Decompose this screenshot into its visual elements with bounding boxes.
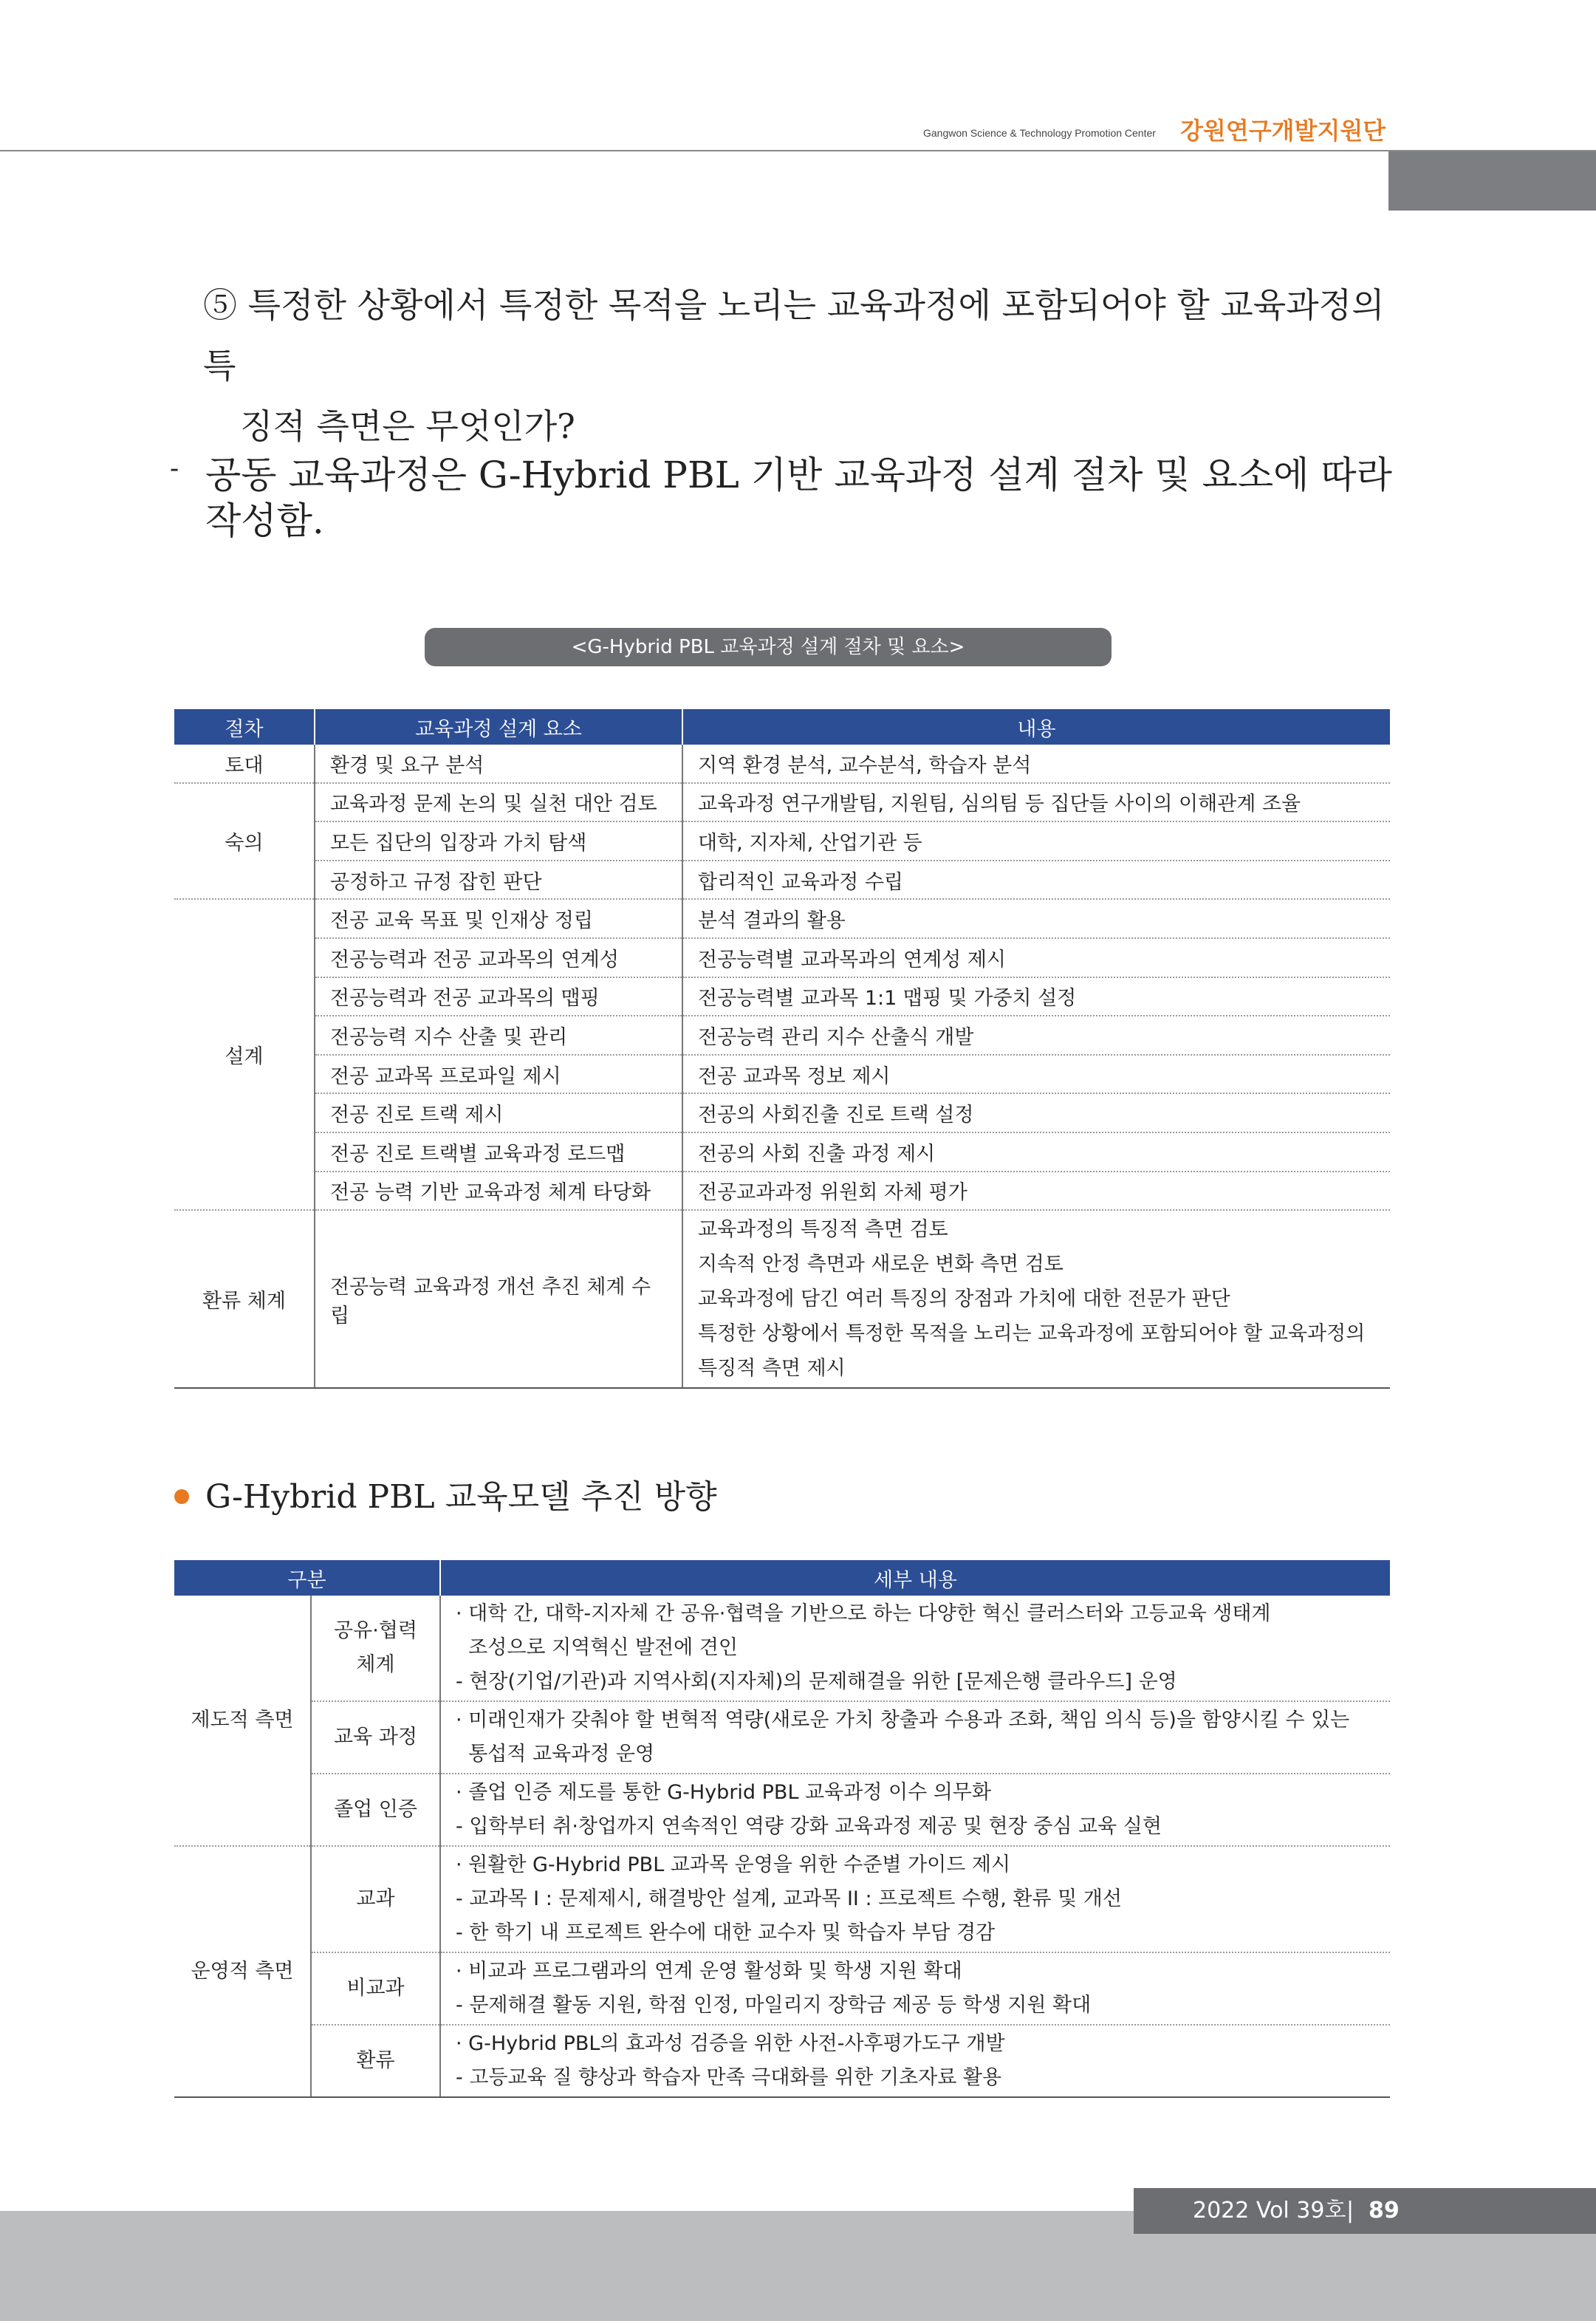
design-procedure-table [174,709,1390,1389]
subcategory-cell: 환류 [311,2025,440,2097]
table-row [174,783,1390,822]
table1-header-element: 교육과정 설계 요소 [315,709,682,745]
content-cell: 전공능력별 교과목 1:1 맵핑 및 가중치 설정 [682,977,1390,1016]
element-cell: 공정하고 규정 잡힌 판단 [315,861,682,900]
content-line: 특정한 상황에서 특정한 목적을 노리는 교육과정에 포함되어야 할 교육과정의 [698,1322,1366,1346]
content-cell: 전공교과과정 위원회 자체 평가 [682,1172,1390,1211]
table1-header-row [174,709,1390,745]
content-line: 특징적 측면 제시 [698,1357,846,1381]
content-line: 교육과정의 특징적 측면 검토 [698,1218,948,1242]
subcategory-cell: 졸업 인증 [311,1774,440,1846]
subcategory-cell [311,1596,440,1701]
section2-heading [174,1470,717,1517]
category-cell: 제도적 측면 [174,1596,311,1846]
detail-line: · 졸업 인증 제도를 통한 G-Hybrid PBL 교육과정 이수 의무화 [456,1781,991,1804]
table-row [174,1952,1390,2025]
detail-cell [440,2025,1390,2097]
table-row [174,1701,1390,1774]
subcategory-cell: 교육 과정 [311,1701,440,1774]
question-5-line1: ⑤ 특정한 상황에서 특정한 목적을 노리는 교육과정에 포함되어야 할 교육과정의 특 [203,285,1385,386]
content-cell: 합리적인 교육과정 수립 [682,861,1390,900]
stage-cell: 환류 체계 [174,1210,315,1388]
page-number: 89 [1369,2198,1400,2223]
detail-line: - 교과목 I : 문제제시, 해결방안 설계, 교과목 II : 프로젝트 수행, 환류 및 개선 [456,1887,1122,1910]
element-cell: 전공 교과목 프로파일 제시 [315,1055,682,1094]
content-cell: 전공의 사회진출 진로 트랙 설정 [682,1093,1390,1132]
element-cell: 전공능력과 전공 교과목의 연계성 [315,938,682,977]
subcategory-cell: 교과 [311,1846,440,1952]
detail-line: - 한 학기 내 프로젝트 완수에 대한 교수자 및 학습자 부담 경감 [456,1921,996,1944]
category-cell: 운영적 측면 [174,1846,311,2097]
stage-cell: 토대 [174,745,315,783]
question-5-line2: 징적 측면은 무엇인가? [240,406,575,446]
element-cell: 전공 교육 목표 및 인재상 정립 [315,899,682,938]
detail-line: · 원활한 G-Hybrid PBL 교과목 운영을 위한 수준별 가이드 제시 [456,1853,1011,1876]
content-cell: 전공능력별 교과목과의 연계성 제시 [682,938,1390,977]
detail-line: 조성으로 지역혁신 발전에 견인 [456,1636,738,1659]
detail-line: - 고등교육 질 향상과 학습자 만족 극대화를 위한 기초자료 활용 [456,2066,1002,2089]
detail-line: - 현장(기업/기관)과 지역사회(지자체)의 문제해결을 위한 [문제은행 클라우드] 운영 [456,1670,1177,1693]
detail-line: - 문제해결 활동 지원, 학점 인정, 마일리지 장학금 제공 등 학생 지원 확대 [456,1994,1092,2017]
table-row [174,977,1390,1016]
content-cell: 분석 결과의 활용 [682,899,1390,938]
table2-header-row [174,1560,1390,1596]
element-cell: 전공 진로 트랙 제시 [315,1093,682,1132]
summary-paragraph [170,452,1403,544]
issue-volume: 2022 Vol 39호 [1193,2198,1346,2223]
table-row [174,1055,1390,1094]
stage-cell: 숙의 [174,783,315,900]
element-cell: 환경 및 요구 분석 [315,745,682,783]
table-row [174,899,1390,938]
element-cell: 전공 진로 트랙별 교육과정 로드맵 [315,1132,682,1172]
content-line: 지속적 안정 측면과 새로운 변화 측면 검토 [698,1253,1064,1276]
table2-header-detail: 세부 내용 [440,1560,1390,1596]
section2-title: G-Hybrid PBL 교육모델 추진 방향 [205,1478,717,1516]
table1-header-content: 내용 [682,709,1390,745]
detail-line: · G-Hybrid PBL의 효과성 검증을 위한 사전-사후평가도구 개발 [456,2032,1005,2055]
detail-line: · 미래인재가 갖춰야 할 변혁적 역량(새로운 가치 창출과 수용과 조화, 책임 의식 등)을 함양시킬 수 있는 [456,1709,1350,1732]
dash-marker: - [170,454,179,484]
content-cell [682,1210,1390,1388]
summary-text: 공동 교육과정은 G-Hybrid PBL 기반 교육과정 설계 절차 및 요소에 따라 작성함. [205,454,1392,542]
table1-header-stage: 절차 [174,709,315,745]
table2-header-category: 구분 [174,1560,440,1596]
detail-line: · 비교과 프로그램과의 연계 운영 활성화 및 학생 지원 확대 [456,1960,962,1983]
element-cell: 전공능력 교육과정 개선 추진 체계 수립 [315,1210,682,1388]
table-row [174,2025,1390,2097]
table1-caption: <G-Hybrid PBL 교육과정 설계 절차 및 요소> [425,628,1112,666]
content-cell: 교육과정 연구개발팀, 지원팀, 심의팀 등 집단들 사이의 이해관계 조율 [682,783,1390,822]
table-row [174,1596,1390,1701]
table-row [174,1774,1390,1846]
stage-cell: 설계 [174,899,315,1210]
content-line: 교육과정에 담긴 여러 특징의 장점과 가치에 대한 전문가 판단 [698,1288,1230,1311]
subcategory-line: 체계 [356,1653,395,1676]
table-row [174,1846,1390,1952]
element-cell: 전공 능력 기반 교육과정 체계 타당화 [315,1172,682,1211]
element-cell: 전공능력 지수 산출 및 관리 [315,1016,682,1055]
table-row [174,1210,1390,1388]
direction-table [174,1560,1390,2098]
footer-separator: | [1346,2198,1354,2223]
detail-line: · 대학 간, 대학-지자체 간 공유·협력을 기반으로 하는 다양한 혁신 클러스터와 고등교육 생태계 [456,1602,1271,1625]
table-row [174,861,1390,900]
table-row [174,1093,1390,1132]
element-cell: 전공능력과 전공 교과목의 맵핑 [315,977,682,1016]
detail-cell [440,1952,1390,2025]
subcategory-cell: 비교과 [311,1952,440,2025]
orange-bullet-icon [174,1489,189,1504]
content-cell: 전공능력 관리 지수 산출식 개발 [682,1016,1390,1055]
header-side-tab [1388,151,1596,211]
footer-page-box [1134,2188,1596,2234]
element-cell: 모든 집단의 입장과 가치 탐색 [315,821,682,861]
detail-cell [440,1596,1390,1701]
table-row [174,1016,1390,1055]
detail-line: - 입학부터 취·창업까지 연속적인 역량 강화 교육과정 제공 및 현장 중심 교육 실현 [456,1815,1162,1838]
detail-cell [440,1846,1390,1952]
question-5 [203,275,1400,457]
content-cell: 지역 환경 분석, 교수분석, 학습자 분석 [682,745,1390,783]
element-cell: 교육과정 문제 논의 및 실천 대안 검토 [315,783,682,822]
header-divider [0,150,1596,151]
content-cell: 전공의 사회 진출 과정 제시 [682,1132,1390,1172]
table-row [174,821,1390,861]
detail-line: 통섭적 교육과정 운영 [456,1743,655,1765]
table-row [174,938,1390,977]
table-row [174,1172,1390,1211]
content-cell: 전공 교과목 정보 제시 [682,1055,1390,1094]
detail-cell [440,1701,1390,1774]
table-row [174,745,1390,783]
content-cell: 대학, 지자체, 산업기관 등 [682,821,1390,861]
detail-cell [440,1774,1390,1846]
subcategory-line: 공유·협력 [334,1619,417,1642]
header-org-korean: 강원연구개발지원단 [1180,117,1386,145]
header-org-english: Gangwon Science & Technology Promotion Center [923,127,1156,139]
table-row [174,1132,1390,1172]
